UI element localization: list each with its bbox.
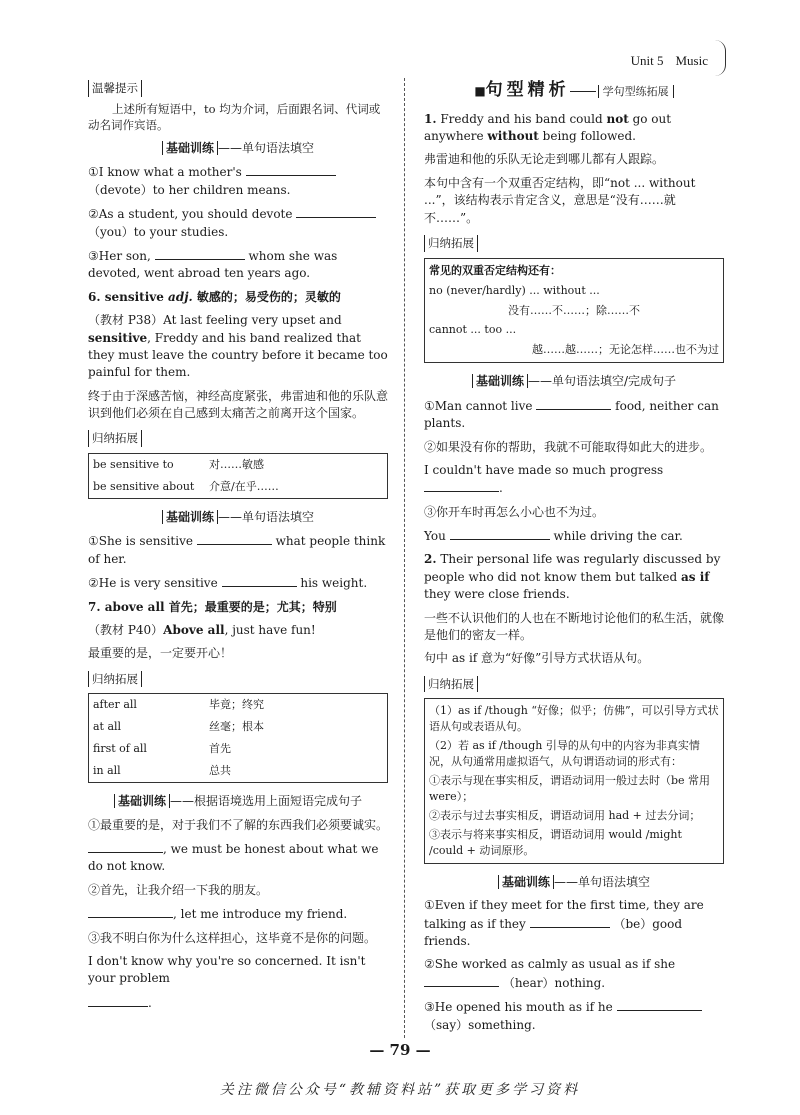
sentence-text: go out anywhere	[424, 111, 672, 144]
vocab-meaning: 首先；最重要的是；尤其；特别	[168, 599, 337, 614]
summary-box	[424, 698, 724, 863]
table-row	[89, 760, 388, 782]
vocab-meaning: 敏感的；易受伤的；灵敏的	[196, 289, 341, 304]
drill-label: 基础训练	[162, 141, 218, 155]
box-line: ①表示与现在事实相反，谓语动词用一般过去时（be 常用 were）；	[429, 774, 711, 804]
exercise-text: （devote）to her children means.	[88, 182, 291, 197]
exercise-prompt: ①最重要的是，对于我们不了解的东西我们必须要诚实。	[88, 817, 389, 832]
exercise-text: ②As a student, you should devote	[88, 207, 293, 222]
drill-subtitle: ——单句语法填空	[218, 141, 315, 156]
sentence-keyword: not	[606, 111, 629, 126]
exercise-item	[424, 897, 724, 950]
phrase: be sensitive to	[93, 458, 174, 472]
drill-label: 基础训练	[162, 510, 218, 524]
phrase-table	[88, 693, 388, 783]
example-text: （教材 P40）	[88, 622, 164, 637]
item-number: 1.	[424, 111, 437, 126]
exercise-item	[424, 527, 724, 545]
example-keyword: sensitive	[88, 330, 148, 345]
section-title: 句型精析	[485, 80, 570, 100]
phrase-table	[88, 453, 388, 499]
sentence-note: 句中 as if 意为“好像”引导方式状语从句。	[424, 651, 650, 666]
box-line: （1）as if /though “好像；似乎；仿佛”，可以引导方式状语从句或表语从句。	[429, 704, 719, 734]
phrase-meaning: 总共	[209, 764, 231, 778]
answer-blank[interactable]	[197, 532, 272, 545]
exercise-text: ③He opened his mouth as if he	[424, 1000, 613, 1015]
sentence-text: being followed.	[538, 129, 636, 144]
phrase-meaning: 毕竟；终究	[209, 698, 264, 712]
box-line: 越……越……；无论怎样……也不为过	[532, 343, 719, 357]
vocab-item-heading	[88, 289, 388, 306]
exercise-item	[88, 205, 388, 241]
answer-blank[interactable]	[296, 205, 376, 218]
part-of-speech: adj.	[168, 289, 193, 304]
drill-subtitle: ——单句语法填空	[218, 510, 315, 525]
table-row	[89, 476, 388, 498]
exercise-text: whom she was devoted, went abroad ten years ago.	[88, 248, 338, 281]
example-keyword: Above all	[163, 622, 225, 637]
example-translation: 最重要的是，一定要开心！	[88, 646, 233, 661]
table-row	[89, 738, 388, 760]
exercise-prompt: ③你开车时再怎么小心也不为过。	[424, 504, 605, 519]
item-number: 2.	[424, 552, 437, 567]
table-row	[89, 694, 388, 716]
exercise-item	[424, 397, 724, 433]
example-translation: 终于由于深感苦恼，神经高度紧张，弗雷迪和他的乐队意识到他们必须在自己感到太痛苦之前离开这个国家。	[88, 388, 389, 421]
summary-box	[424, 258, 724, 364]
drill-subtitle: ——单句语法填空	[554, 874, 651, 889]
answer-blank[interactable]	[222, 574, 297, 587]
exercise-item	[88, 905, 388, 923]
drill-label: 基础训练	[498, 875, 554, 889]
summary-tag: 归纳拓展	[88, 430, 142, 447]
answer-blank[interactable]	[424, 974, 499, 987]
sentence-note: 本句中含有一个双重否定结构，即“not ... without ...”，该结构表示肯定含义，意思是“没有……就不……”。	[424, 175, 696, 225]
phrase: first of all	[93, 742, 147, 756]
exercise-item	[88, 247, 388, 283]
exercise-text: food, neither can plants.	[424, 398, 719, 431]
answer-blank[interactable]	[246, 163, 336, 176]
exercise-prompt: ②如果没有你的帮助，我就不可能取得如此大的进步。	[424, 439, 713, 454]
example-text: , Freddy and his band realized that they must leave the country before it became too painful for them.	[88, 330, 388, 380]
drill-label: 基础训练	[472, 374, 528, 388]
header-decoration	[715, 40, 726, 76]
drill-heading	[88, 509, 388, 526]
phrase: in all	[93, 764, 121, 778]
title-dash	[570, 91, 596, 92]
answer-blank[interactable]	[536, 397, 611, 410]
exercise-prompt: ②首先，让我介绍一下我的朋友。	[88, 882, 269, 897]
exercise-item	[88, 532, 388, 568]
exercise-item	[88, 574, 388, 592]
phrase-meaning: 首先	[209, 742, 231, 756]
exercise-item	[88, 163, 388, 199]
drill-heading	[88, 793, 388, 810]
tip-text: 上述所有短语中，to 均为介词，后面跟名词、代词或动名词作宾语。	[88, 101, 381, 133]
drill-subtitle: ——单句语法填空/完成句子	[527, 374, 677, 389]
answer-blank[interactable]	[424, 479, 499, 492]
example-text: （教材 P38）At last feeling very upset and	[88, 313, 342, 328]
unit-label: Unit 5	[630, 53, 664, 68]
vocab-word: sensitive	[104, 289, 164, 304]
exercise-text: I couldn't have made so much progress	[424, 462, 664, 477]
unit-header	[631, 52, 708, 71]
exercise-text: （hear）nothing.	[502, 975, 606, 990]
exercise-text: while driving the car.	[553, 529, 683, 544]
answer-blank[interactable]	[88, 994, 148, 1007]
exercise-text: （be）good friends.	[424, 916, 683, 949]
answer-blank[interactable]	[155, 247, 245, 260]
answer-blank[interactable]	[450, 527, 550, 540]
summary-tag: 归纳拓展	[88, 671, 142, 688]
summary-tag: 归纳拓展	[424, 676, 478, 693]
exercise-text: ①I know what a mother's	[88, 165, 242, 180]
section-marker-icon: ■	[474, 84, 486, 98]
textbook-example	[88, 312, 388, 382]
exercise-text: what people think of her.	[88, 534, 386, 566]
example-text: , just have fun!	[224, 622, 316, 637]
textbook-example	[88, 622, 388, 639]
summary-tag: 归纳拓展	[424, 235, 478, 252]
exercise-text: You	[424, 529, 446, 544]
drill-heading	[424, 874, 724, 891]
item-number: 6.	[88, 289, 101, 304]
exercise-text: ③Her son,	[88, 248, 151, 263]
phrase-meaning: 对……敏感	[209, 458, 264, 472]
exercise-text: his weight.	[300, 576, 368, 591]
sentence-text: Freddy and his band could	[440, 111, 607, 126]
box-line: no (never/hardly) ... without ...	[429, 283, 600, 297]
sentence-translation: 一些不认识他们的人也在不断地讨论他们的私生活，就像是他们的密友一样。	[424, 610, 725, 643]
exercise-item: .	[88, 994, 388, 1012]
answer-blank[interactable]	[88, 905, 173, 918]
phrase: at all	[93, 720, 122, 734]
box-title: 常见的双重否定结构还有：	[429, 263, 561, 277]
column-divider	[404, 78, 405, 1038]
drill-subtitle: ——根据语境选用上面短语完成句子	[170, 794, 363, 809]
box-line: 没有……不……；除……不	[508, 303, 640, 317]
drill-heading	[424, 373, 724, 390]
exercise-text: ②He is very sensitive	[88, 576, 218, 591]
exercise-text: ①She is sensitive	[88, 534, 193, 549]
exercise-text: ①Man cannot live	[424, 398, 533, 413]
exercise-text: , let me introduce my friend.	[173, 907, 348, 922]
exercise-item	[424, 998, 724, 1034]
section-header	[424, 78, 724, 103]
sentence-keyword: without	[487, 129, 539, 144]
sentence-text: Their personal life was regularly discussed by people who did not know them but talked	[424, 552, 721, 584]
exercise-item: I couldn't have made so much progress .	[424, 462, 664, 496]
answer-blank[interactable]	[617, 998, 702, 1011]
exercise-item	[88, 840, 388, 876]
footer-note: 关注微信公众号“教辅资料站”获取更多学习资料	[219, 1082, 581, 1098]
box-line: （2）若 as if /though 引导的从句中的内容为非真实情况，从句通常用虚拟语气，从句谓语动词的形式有：	[429, 739, 700, 769]
box-line: ②表示与过去事实相反，谓语动词用 had + 过去分词；	[429, 809, 701, 823]
answer-blank[interactable]	[530, 915, 610, 928]
drill-label: 基础训练	[114, 794, 170, 808]
exercise-item	[424, 956, 724, 992]
exercise-prompt: ③我不明白你为什么这样担心，这毕竟不是你的问题。	[88, 930, 377, 945]
unit-topic: Music	[675, 53, 708, 68]
exercise-text: ②She worked as calmly as usual as if she	[424, 957, 676, 972]
phrase: after all	[93, 698, 137, 712]
exercise-text: （you）to your studies.	[88, 224, 229, 239]
table-row	[89, 454, 388, 476]
left-column	[88, 78, 388, 1018]
sentence-item	[424, 551, 724, 603]
sentence-keyword: as if	[680, 569, 710, 584]
item-number: 7.	[88, 599, 101, 614]
exercise-text: （say）something.	[424, 1017, 536, 1032]
vocab-item-heading	[88, 599, 388, 616]
phrase-meaning: 介意/在乎……	[209, 480, 279, 494]
exercise-text: I don't know why you're so concerned. It isn't your problem	[88, 953, 366, 986]
drill-heading	[88, 140, 388, 157]
box-line: cannot ... too ...	[429, 323, 517, 337]
exercise-text: , we must be honest about what we do not know.	[88, 841, 379, 874]
phrase-meaning: 丝毫；根本	[209, 720, 264, 734]
right-column	[424, 78, 724, 1040]
page-number: — 79 —	[369, 1041, 431, 1059]
table-row	[89, 716, 388, 738]
answer-blank[interactable]	[88, 840, 163, 853]
exercise-item	[88, 953, 388, 988]
box-line: ③表示与将来事实相反，谓语动词用 would /might /could + 动词原形。	[429, 828, 682, 857]
sentence-text: they were close friends.	[424, 587, 570, 602]
exercise-text: ①Even if they meet for the first time, they are talking as if they	[424, 898, 704, 931]
section-subtitle: 学句型练拓展	[598, 85, 674, 98]
sentence-item	[424, 111, 724, 146]
sentence-translation: 弗雷迪和他的乐队无论走到哪儿都有人跟踪。	[424, 152, 665, 167]
phrase: be sensitive about	[93, 480, 195, 494]
tip-title: 温馨提示	[88, 80, 142, 97]
vocab-word: above all	[104, 599, 165, 614]
